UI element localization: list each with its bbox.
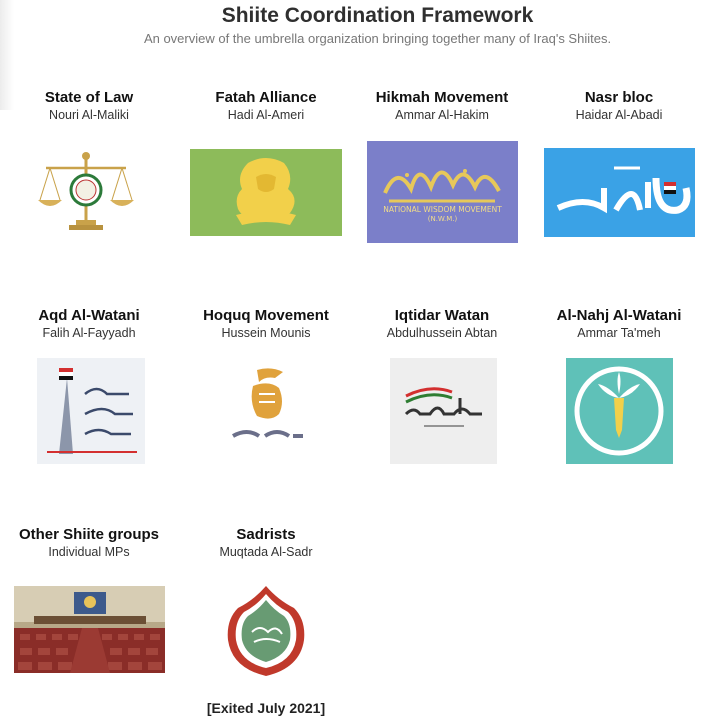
sadrist-seal-icon: [224, 584, 308, 678]
group-leader: Haidar Al-Abadi: [575, 108, 663, 122]
group-name: Aqd Al-Watani: [38, 307, 140, 324]
group-leader: Nouri Al-Maliki: [49, 108, 129, 122]
group-leader: Hussein Mounis: [221, 326, 311, 340]
lion-emblem-icon: [190, 149, 342, 236]
group-name: Other Shiite groups: [18, 526, 159, 543]
page-subtitle: An overview of the umbrella organization bringing together many of Iraq's Shiites.: [143, 31, 612, 46]
group-nasr-bloc: [531, 89, 707, 122]
group-name: Nasr bloc: [584, 89, 654, 106]
group-al-nahj-al-watani: [531, 307, 707, 340]
group-name: Sadrists: [236, 526, 296, 543]
group-leader: Abdulhussein Abtan: [386, 326, 498, 340]
wisdom-calligraphy-icon: [367, 141, 518, 243]
logo-caption: NATIONAL WISDOM MOVEMENT: [383, 205, 502, 214]
group-other-shiite-groups: [1, 526, 177, 559]
group-name: Iqtidar Watan: [394, 307, 490, 324]
group-fatah-alliance: [178, 89, 354, 122]
group-name: State of Law: [44, 89, 134, 106]
parliament-hall-photo: [14, 586, 165, 673]
group-name: Al-Nahj Al-Watani: [556, 307, 682, 324]
group-leader: Hadi Al-Ameri: [227, 108, 305, 122]
group-aqd-al-watani: [1, 307, 177, 340]
nasr-calligraphy-icon: [544, 148, 695, 237]
group-name: Fatah Alliance: [215, 89, 317, 106]
group-iqtidar-watan: [354, 307, 530, 340]
scales-of-justice-icon: [36, 150, 136, 232]
group-hikmah-movement: [354, 89, 530, 122]
pen-leaves-icon: [566, 358, 673, 464]
fist-emblem-icon: [213, 358, 321, 464]
group-hoquq-movement: [178, 307, 354, 340]
group-sadrists: [178, 526, 354, 559]
exit-note: [Exited July 2021]: [206, 700, 326, 716]
national-contract-icon: [37, 358, 145, 464]
logo-subcaption: (N.W.M.): [427, 215, 458, 223]
group-leader: Falih Al-Fayyadh: [42, 326, 136, 340]
group-name: Hikmah Movement: [375, 89, 509, 106]
group-leader: Ammar Al-Hakim: [395, 108, 489, 122]
group-leader: Ammar Ta'meh: [577, 326, 661, 340]
iqtidar-calligraphy-icon: [390, 358, 497, 464]
group-leader: Muqtada Al-Sadr: [219, 545, 313, 559]
group-state-of-law: [1, 89, 177, 122]
page-title: Shiite Coordination Framework: [221, 4, 534, 27]
group-leader: Individual MPs: [48, 545, 130, 559]
group-name: Hoquq Movement: [203, 307, 329, 324]
